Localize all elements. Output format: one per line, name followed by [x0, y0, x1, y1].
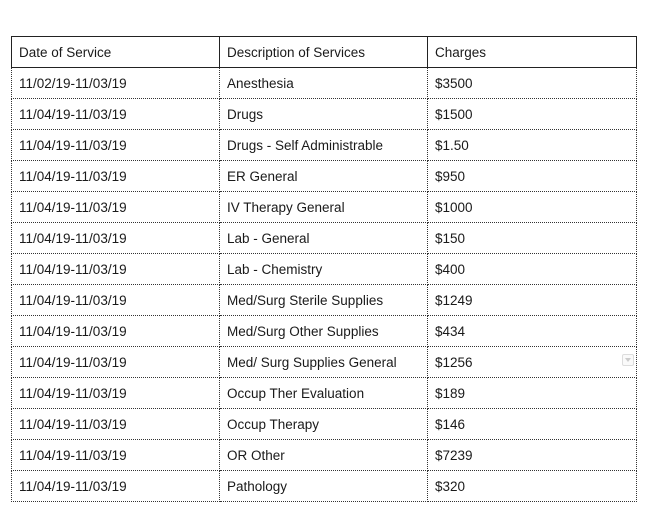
charges-cell[interactable]: $150: [428, 223, 637, 254]
table-row[interactable]: [12, 471, 637, 502]
charges-cell[interactable]: $400: [428, 254, 637, 285]
table-row[interactable]: [12, 130, 637, 161]
charges-cell[interactable]: $146: [428, 409, 637, 440]
date-cell[interactable]: 11/04/19-11/03/19: [12, 471, 220, 502]
date-cell[interactable]: 11/04/19-11/03/19: [12, 99, 220, 130]
table-row[interactable]: [12, 409, 637, 440]
table-row[interactable]: [12, 316, 637, 347]
date-cell[interactable]: 11/04/19-11/03/19: [12, 223, 220, 254]
date-cell[interactable]: 11/04/19-11/03/19: [12, 378, 220, 409]
charges-cell[interactable]: $189: [428, 378, 637, 409]
charges-cell[interactable]: $3500: [428, 68, 637, 99]
charges-cell[interactable]: [428, 347, 637, 378]
charges-cell[interactable]: $434: [428, 316, 637, 347]
description-cell[interactable]: Pathology: [220, 471, 428, 502]
charges-cell[interactable]: $320: [428, 471, 637, 502]
date-cell[interactable]: 11/04/19-11/03/19: [12, 161, 220, 192]
description-cell[interactable]: Lab - General: [220, 223, 428, 254]
date-cell[interactable]: 11/04/19-11/03/19: [12, 254, 220, 285]
description-cell[interactable]: Med/Surg Sterile Supplies: [220, 285, 428, 316]
date-cell[interactable]: 11/04/19-11/03/19: [12, 192, 220, 223]
table-row[interactable]: [12, 254, 637, 285]
description-cell[interactable]: IV Therapy General: [220, 192, 428, 223]
description-cell[interactable]: ER General: [220, 161, 428, 192]
description-cell[interactable]: Occup Therapy: [220, 409, 428, 440]
charges-cell[interactable]: $1.50: [428, 130, 637, 161]
table-row[interactable]: [12, 285, 637, 316]
description-cell[interactable]: Med/ Surg Supplies General: [220, 347, 428, 378]
date-cell[interactable]: 11/04/19-11/03/19: [12, 409, 220, 440]
date-cell[interactable]: 11/04/19-11/03/19: [12, 440, 220, 471]
description-cell[interactable]: Med/Surg Other Supplies: [220, 316, 428, 347]
table-row[interactable]: [12, 68, 637, 99]
table-row[interactable]: [12, 378, 637, 409]
charges-cell[interactable]: $7239: [428, 440, 637, 471]
date-cell[interactable]: 11/04/19-11/03/19: [12, 316, 220, 347]
charges-cell[interactable]: $1000: [428, 192, 637, 223]
description-cell[interactable]: Drugs: [220, 99, 428, 130]
charges-value: $1256: [435, 354, 473, 370]
chevron-down-icon[interactable]: [622, 354, 634, 366]
header-description-of-services: Description of Services: [220, 37, 428, 68]
description-cell[interactable]: Occup Ther Evaluation: [220, 378, 428, 409]
date-cell[interactable]: 11/02/19-11/03/19: [12, 68, 220, 99]
charges-cell[interactable]: $1249: [428, 285, 637, 316]
description-cell[interactable]: OR Other: [220, 440, 428, 471]
date-cell[interactable]: 11/04/19-11/03/19: [12, 347, 220, 378]
table-row[interactable]: [12, 223, 637, 254]
description-cell[interactable]: Drugs - Self Administrable: [220, 130, 428, 161]
table-row[interactable]: [12, 347, 637, 378]
charges-table-container: [11, 36, 636, 502]
date-cell[interactable]: 11/04/19-11/03/19: [12, 130, 220, 161]
date-cell[interactable]: 11/04/19-11/03/19: [12, 285, 220, 316]
description-cell[interactable]: Anesthesia: [220, 68, 428, 99]
description-cell[interactable]: Lab - Chemistry: [220, 254, 428, 285]
table-row[interactable]: [12, 192, 637, 223]
charges-table: [11, 36, 637, 502]
table-row[interactable]: [12, 440, 637, 471]
table-header-row: [12, 37, 637, 68]
header-charges: Charges: [428, 37, 637, 68]
header-date-of-service: Date of Service: [12, 37, 220, 68]
table-row[interactable]: [12, 99, 637, 130]
charges-cell[interactable]: $1500: [428, 99, 637, 130]
charges-cell[interactable]: $950: [428, 161, 637, 192]
table-row[interactable]: [12, 161, 637, 192]
